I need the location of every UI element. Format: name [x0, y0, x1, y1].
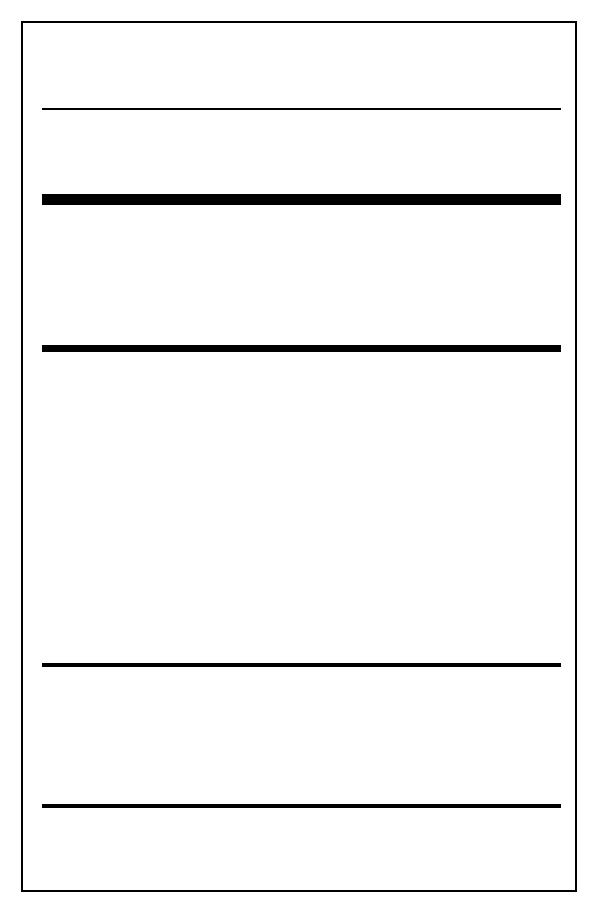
title-divider [42, 108, 561, 110]
footnote-divider [42, 804, 561, 808]
vitamins-divider [42, 663, 561, 667]
calories-divider [42, 345, 561, 352]
nutrition-facts-label [21, 21, 577, 892]
thick-divider-top [42, 194, 561, 205]
